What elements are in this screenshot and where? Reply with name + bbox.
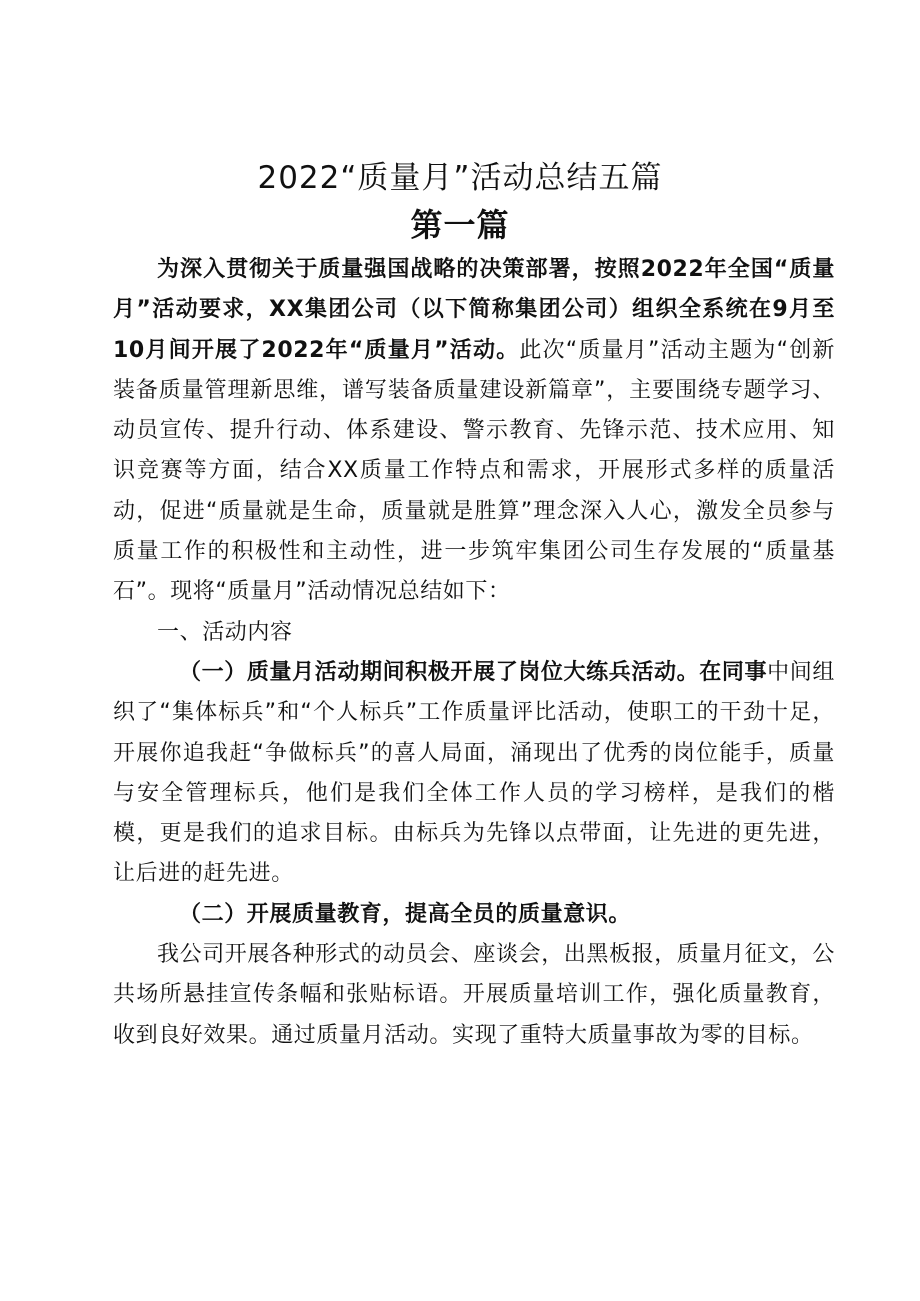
document-subtitle: 第一篇	[410, 206, 510, 244]
intro-text: 此次“质量月”活动主题为“创新装备质量管理新思维，谱写装备质量建设新篇章”，主要围绕专题学习、动员宣传、提升行动、体系建设、警示教育、先锋示范、技术应用、知识竞赛等方面，结合XX质量工作特点和需求，开展形式多样的质量活动，促进“质量就是生命，质量就是胜算”理念深入人心，激发全员参与质量工作的积极性和主动性，进一步筑牢集团公司生存发展的“质量基石”。现将“质量月”活动情况总结如下：	[113, 337, 835, 605]
intro-paragraph	[113, 250, 835, 613]
item2-paragraph: 我公司开展各种形式的动员会、座谈会，出黑板报，质量月征文，公共场所悬挂宣传条幅和张贴标语。开展质量培训工作，强化质量教育，收到良好效果。通过质量月活动。实现了重特大质量事故为零的目标。	[113, 942, 836, 1048]
item1-bold-text: （一）质量月活动期间积极开展了岗位大练兵活动。在同事	[179, 659, 768, 685]
item2-heading: （二）开展质量教育，提高全员的质量意识。	[179, 901, 632, 927]
document-title: 2022“质量月”活动总结五篇	[257, 160, 663, 196]
section1-heading: 一、活动内容	[157, 619, 293, 645]
intro-bold-text: 为深入贯彻关于质量强国战略的决策部署，按照2022年全国“质量月”活动要求，XX集团公司（以下简称集团公司）组织全系统在9月至10月间开展了2022年“质量月”活动。	[113, 257, 835, 363]
item1-paragraph	[113, 653, 835, 895]
item1-text: 中间组织了“集体标兵”和“个人标兵”工作质量评比活动，使职工的干劲十足，开展你追我赶“争做标兵”的喜人局面，涌现出了优秀的岗位能手，质量与安全管理标兵，他们是我们全体工作人员的学习榜样，是我们的楷模，更是我们的追求目标。由标兵为先锋以点带面，让先进的更先进，让后进的赶先进。	[113, 659, 835, 887]
document-body	[113, 250, 835, 1056]
